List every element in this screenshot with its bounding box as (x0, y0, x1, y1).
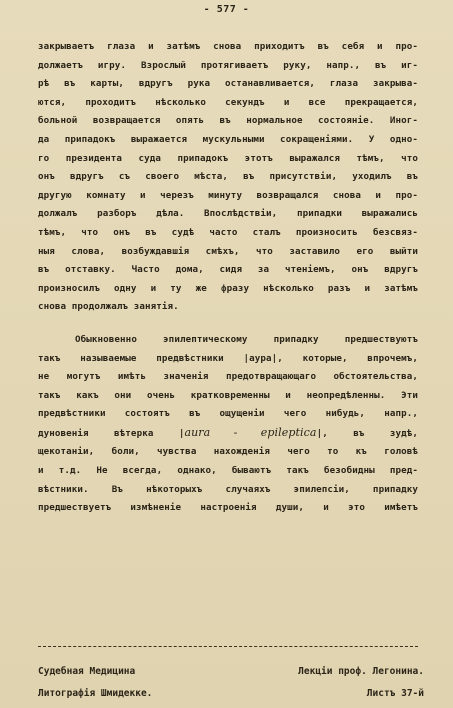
paragraph-gap (38, 317, 418, 331)
text-line: такъ какъ они очень кратковременны и неопредѣленны. Эти (38, 389, 418, 401)
text-line: вѣстники. Въ нѣкоторыхъ случаяхъ эпилепсіи, припадку (38, 483, 418, 495)
text-line: должаетъ игру. Взрослый протягиваетъ руку, напр., въ иг- (38, 59, 418, 71)
text-line: да припадокъ выражается мускульными сокращеніями. У одно- (38, 133, 418, 145)
footer-row (38, 688, 424, 699)
text-line: щекотаніи, боли, чувства нахожденія чего то къ головѣ (38, 446, 418, 458)
footer-lecturer: Лекціи проф. Легонина. (298, 666, 424, 677)
text-line: произносилъ одну и ту же фразу нѣсколько разъ и затѣмъ (38, 282, 418, 294)
text-line: рѣ въ карты, вдругъ рука останавливается, глаза закрыва- (38, 78, 418, 90)
footer-row (38, 666, 424, 677)
text-line: го президента суда припадокъ этотъ выражался тѣмъ, что (38, 152, 418, 164)
text-line: и т.д. Не всегда, однако, бываютъ такъ безобидны пред- (38, 465, 418, 477)
text-line: предшествуетъ измѣненіе настроенія души, и это имѣетъ (38, 502, 418, 514)
body-text (38, 38, 418, 518)
text-line: ются, проходитъ нѣсколько секундъ и все прекращается, (38, 96, 418, 108)
text-line: должалъ разборъ дѣла. Впослѣдствіи, припадки выражались (38, 208, 418, 220)
text-line: тѣмъ, что онъ въ судѣ часто сталъ произносить безсвяз- (38, 226, 418, 238)
text-line: ныя слова, возбуждавшія смѣхъ, что заставило его выйти (38, 245, 418, 257)
text-line: закрываетъ глаза и затѣмъ снова приходитъ въ себя и про- (38, 41, 418, 52)
page-number: - 577 - (203, 4, 250, 15)
footer-printer: Литографія Шмидекке. (38, 688, 153, 699)
footer-divider (38, 646, 418, 647)
text-line: Обыкновенно эпилептическому припадку предшествуютъ (75, 333, 418, 345)
text-segment: дуновенія вѣтерка | (38, 427, 185, 439)
text-line: снова продолжалъ занятія. (38, 301, 179, 313)
text-line: въ отставку. Часто дома, сидя за чтеніемъ, онъ вдругъ (38, 264, 418, 276)
footer-course-title: Судебная Медицина (38, 666, 136, 677)
text-line: другую комнату и черезъ минуту возвращался снова и про- (38, 189, 418, 201)
text-line: не могутъ имѣть значенія предотвращающаго обстоятельства, (38, 371, 418, 383)
text-line: больной возвращается опять въ нормальное состояніе. Иног- (38, 115, 418, 127)
handwritten-insert: aura - epileptica (184, 425, 317, 439)
text-segment: |, въ зудѣ, (316, 427, 418, 439)
handwritten-line (38, 424, 418, 444)
text-line: такъ называемые предвѣстники |аура|, которые, впрочемъ, (38, 352, 418, 364)
text-line: предвѣстники состоятъ въ ощущеніи чего нибудь, напр., (38, 408, 418, 420)
footer-sheet-number: Листъ 37-й (366, 688, 424, 699)
text-line: онъ вдругъ съ своего мѣста, въ присутствіи, уходилъ въ (38, 171, 418, 183)
